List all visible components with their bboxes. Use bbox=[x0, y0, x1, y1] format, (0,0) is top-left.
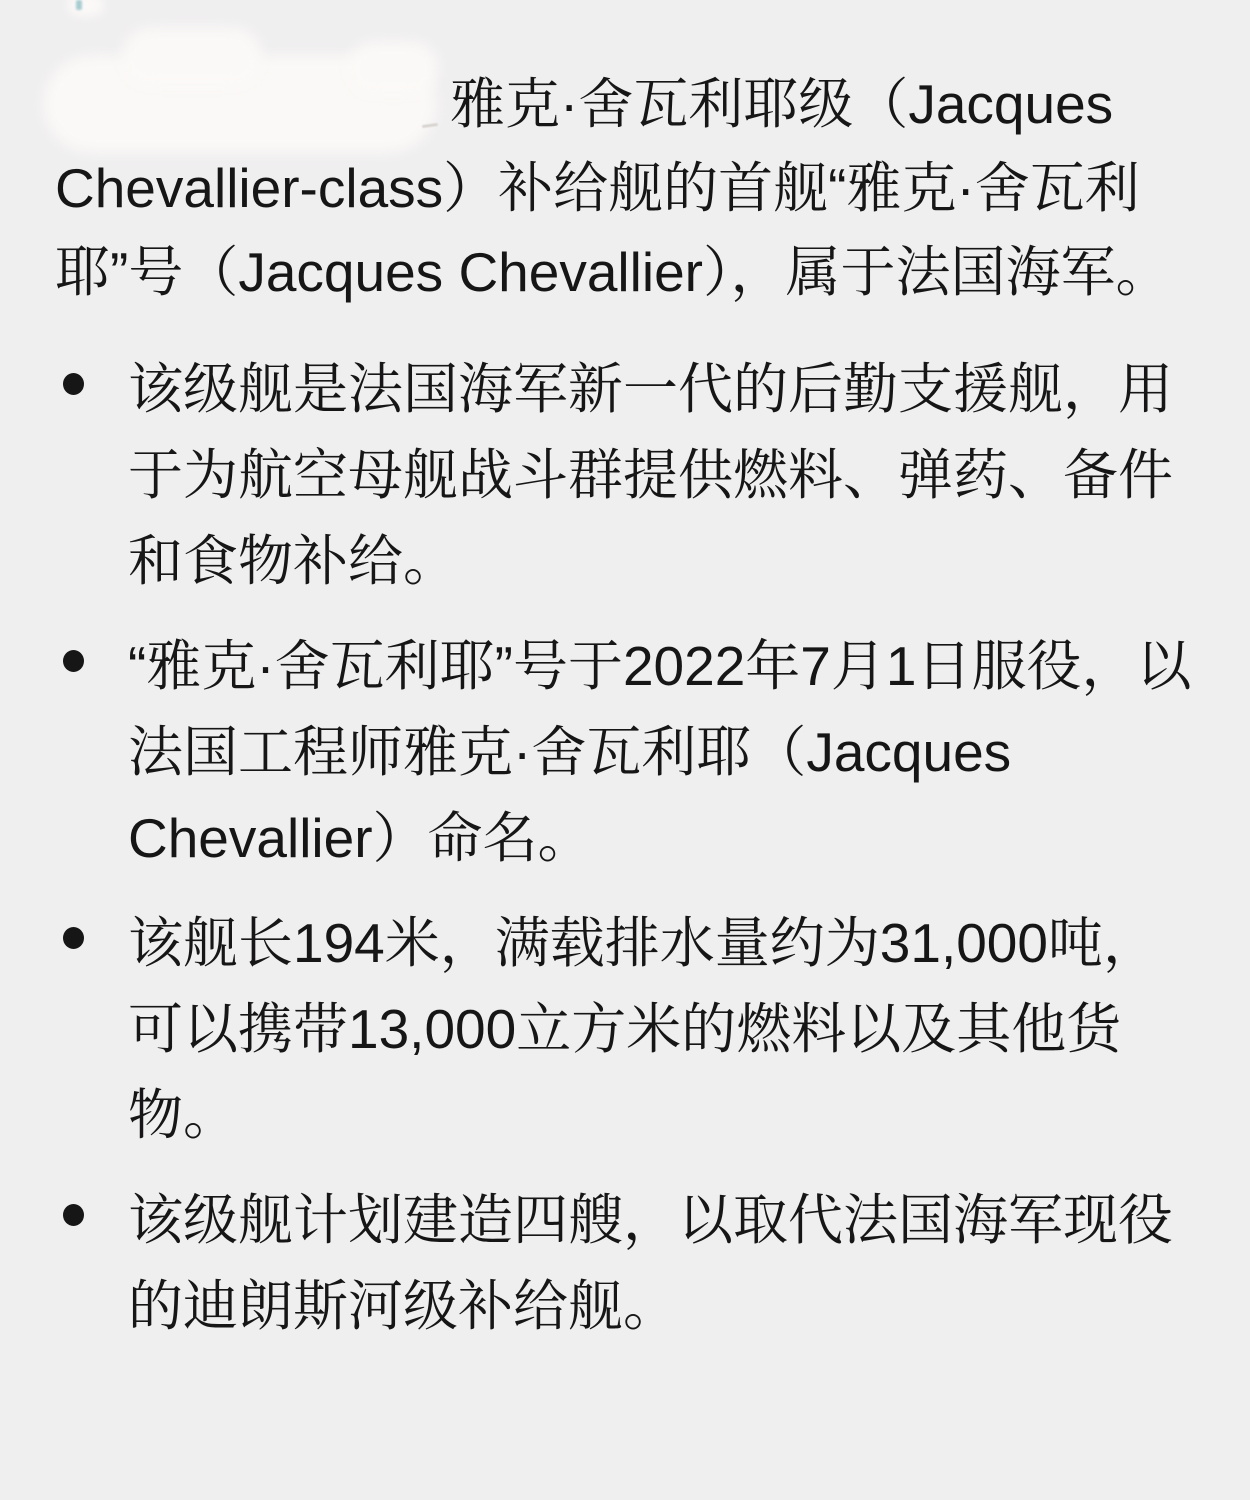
bullet-dot-icon bbox=[63, 1204, 84, 1226]
list-item-text: 该舰长194米，满载排水量约为31,000吨，可以携带13,000立方米的燃料以及其他货物。 bbox=[128, 912, 1158, 1146]
list-item-text: 该级舰计划建造四艘，以取代法国海军现役的迪朗斯河级补给舰。 bbox=[128, 1189, 1174, 1337]
bullet-dot-icon bbox=[63, 373, 84, 395]
intro-paragraph: 雅克·舍瓦利耶级（Jacques Chevallier-class）补给舰的首舰“雅克·舍瓦利耶”号（Jacques Chevallier），属于法国海军。 bbox=[55, 73, 1171, 303]
bullet-list bbox=[55, 346, 1200, 1349]
list-item bbox=[55, 346, 1200, 604]
list-item-text: “雅克·舍瓦利耶”号于2022年7月1日服役，以法国工程师雅克·舍瓦利耶（Jacques Chevallier）命名。 bbox=[128, 635, 1192, 869]
bullet-dot-icon bbox=[63, 927, 84, 949]
list-item bbox=[55, 1177, 1200, 1349]
bullet-dot-icon bbox=[63, 650, 84, 672]
list-item-text: 该级舰是法国海军新一代的后勤支援舰，用于为航空母舰战斗群提供燃料、弹药、备件和食物补给。 bbox=[128, 358, 1174, 592]
list-item bbox=[55, 900, 1200, 1158]
list-item bbox=[55, 623, 1200, 881]
